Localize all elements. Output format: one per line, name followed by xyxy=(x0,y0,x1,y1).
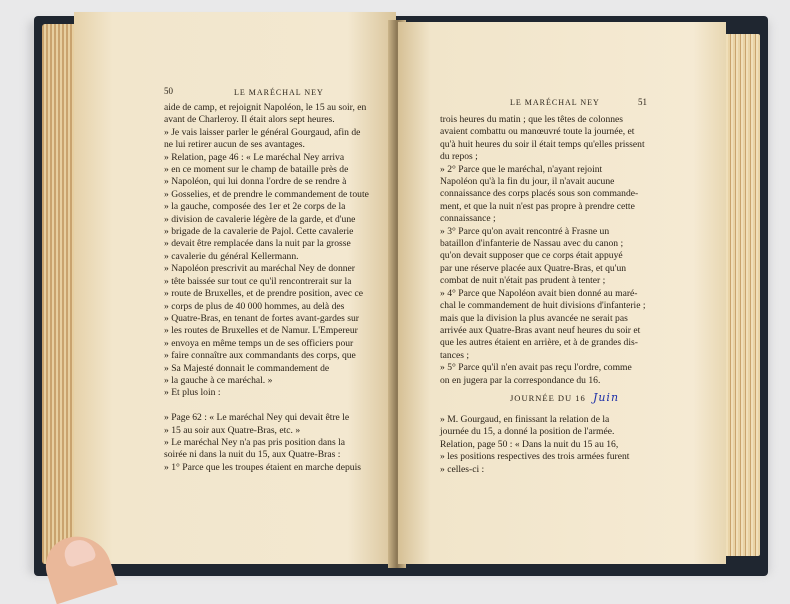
text-line: Napoléon qu'à la fin du jour, il n'avait aucune xyxy=(440,176,615,188)
subheading-text: JOURNÉE DU 16 xyxy=(510,393,586,403)
text-line: » celles-ci : xyxy=(440,463,485,475)
left-page xyxy=(74,12,396,564)
text-line: par une réserve placée aux Quatre-Bras, et qu'un xyxy=(440,262,627,274)
text-line: connaissance des corps placés sous son commande- xyxy=(440,188,639,200)
text-line: journée du 15, a donné la position de l'armée. xyxy=(440,426,615,438)
text-line: » les positions respectives des trois armées furent xyxy=(440,451,630,463)
text-line: bataillon d'infanterie de Nassau avec du canon ; xyxy=(440,238,624,250)
text-line: mais que la division la plus avancée ne serait pas xyxy=(440,312,628,324)
text-line: qu'à huit heures du soir il était temps qu'elles prissent xyxy=(440,138,645,150)
right-running-head: LE MARÉCHAL NEY xyxy=(510,98,600,107)
text-line: avaient combattu ou manœuvré toute la journée, et xyxy=(440,126,635,138)
text-line: » Je vais laisser parler le général Gourgaud, afin de xyxy=(164,126,361,138)
text-line: » Sa Majesté donnait le commandement de xyxy=(164,362,330,374)
left-page-number: 50 xyxy=(164,86,173,96)
text-line: combat de nuit n'était pas prudent à tenter ; xyxy=(440,275,606,287)
text-line: on en jugera par la correspondance du 16. xyxy=(440,374,601,386)
text-line: trois heures du matin ; que les têtes de colonnes xyxy=(440,114,624,125)
text-line: soirée ni dans la nuit du 15, aux Quatre-Bras : xyxy=(164,449,341,461)
text-line: du repos ; xyxy=(440,151,478,163)
text-line: » Le maréchal Ney n'a pas pris position dans la xyxy=(164,436,346,448)
text-line: » envoya en même temps un de ses officiers pour xyxy=(164,337,354,349)
section-subheading xyxy=(510,391,619,404)
text-line: connaissance ; xyxy=(440,213,496,225)
right-page-text xyxy=(440,114,646,387)
text-line: » route de Bruxelles, et de prendre position, avec ce xyxy=(164,288,363,300)
text-line: Relation, page 50 : « Dans la nuit du 15 au 16, xyxy=(440,438,619,450)
text-line: » 2° Parce que le maréchal, n'ayant rejoint xyxy=(440,163,603,175)
text-line: qu'on devait supposer que ce corps était appuyé xyxy=(440,250,623,262)
text-line: aide de camp, et rejoignit Napoléon, le 15 au soir, en xyxy=(164,102,367,113)
text-line: » Et plus loin : xyxy=(164,387,221,399)
text-line: » brigade de la cavalerie de Pajol. Cette cavalerie xyxy=(164,226,354,238)
text-line: » la gauche, composée des 1er et 2e corps de la xyxy=(164,201,346,213)
text-line: » 4° Parce que Napoléon avait bien donné au maré- xyxy=(440,287,638,299)
right-page xyxy=(398,22,726,564)
right-page-number: 51 xyxy=(638,97,647,107)
text-line: » cavalerie du général Kellermann. xyxy=(164,250,299,262)
text-line: » division de cavalerie légère de la garde, et d'une xyxy=(164,213,356,225)
text-line: » les routes de Bruxelles et de Namur. L'Empereur xyxy=(164,325,358,337)
text-line: » devait être remplacée dans la nuit par la grosse xyxy=(164,238,351,250)
text-line: » en ce moment sur le champ de bataille près de xyxy=(164,164,349,176)
handwritten-annotation: Juin xyxy=(592,391,620,404)
text-line: » M. Gourgaud, en finissant la relation de la xyxy=(440,414,610,425)
text-line: » faire connaître aux commandants des corps, que xyxy=(164,350,356,362)
text-line: » tête baissée sur tout ce qu'il rencontrerait sur la xyxy=(164,275,352,287)
text-line: » 1° Parce que les troupes étaient en marche depuis xyxy=(164,461,361,473)
text-line: que les autres étaient en arrière, et à de grandes dis- xyxy=(440,337,638,349)
text-line: chal le commandement de huit divisions d'infanterie ; xyxy=(440,300,646,312)
text-line: avant de Charleroy. Il était alors sept heures. xyxy=(164,114,335,126)
text-line: » corps de plus de 40 000 hommes, au delà des xyxy=(164,300,345,312)
text-line: ment, et que la nuit n'est pas propre à prendre cette xyxy=(440,200,635,212)
text-line: » 15 au soir aux Quatre-Bras, etc. » xyxy=(164,424,301,436)
text-line: » Quatre-Bras, en tenant de fortes avant-gardes sur xyxy=(164,312,359,324)
left-page-text xyxy=(164,102,369,474)
text-line: » Gosselies, et de prendre le commandement de toute xyxy=(164,188,369,200)
text-line: » Relation, page 46 : « Le maréchal Ney arriva xyxy=(164,151,345,163)
text-line: » 3° Parce qu'on avait rencontré à Frasne un xyxy=(440,225,610,237)
text-line: » 5° Parce qu'il n'en avait pas reçu l'ordre, comme xyxy=(440,362,632,374)
text-line: arrivée aux Quatre-Bras avant neuf heures du soir et xyxy=(440,324,641,336)
right-page-text-continued xyxy=(440,414,629,476)
left-running-head: LE MARÉCHAL NEY xyxy=(234,88,324,97)
text-line: » Napoléon, qui lui donna l'ordre de se rendre à xyxy=(164,176,347,188)
text-line xyxy=(164,400,369,412)
text-line: » Page 62 : « Le maréchal Ney qui devait être le xyxy=(164,412,350,424)
text-line: ne lui retirer aucun de ses avantages. xyxy=(164,139,305,151)
text-line: tances ; xyxy=(440,349,470,361)
text-line: » la gauche à ce maréchal. » xyxy=(164,374,273,386)
text-line: » Napoléon prescrivit au maréchal Ney de donner xyxy=(164,263,355,275)
